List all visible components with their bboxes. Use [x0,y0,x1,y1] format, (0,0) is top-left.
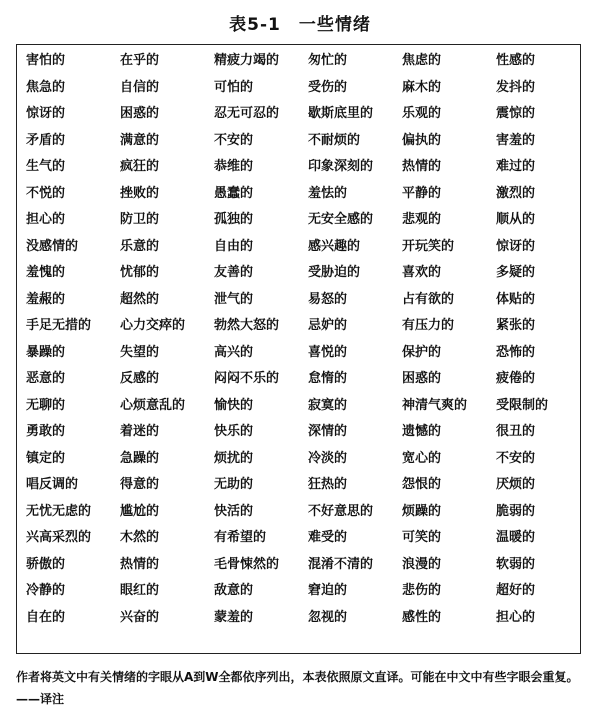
table-cell: 感兴趣的 [308,238,361,254]
table-cell: 有压力的 [402,318,455,333]
table-cell: 自由的 [214,238,254,254]
table-cell: 精疲力竭的 [214,53,280,68]
table-cell: 不安的 [496,450,536,466]
table-cell: 可笑的 [402,530,442,545]
table-cell: 开玩笑的 [402,238,455,254]
table-cell: 烦躁的 [402,503,442,519]
table-cell: 宽心的 [402,450,442,466]
table-cell: 恭维的 [214,159,254,174]
table-title: 表5-1 一些情绪 [229,15,371,35]
table-cell: 自在的 [26,609,66,625]
table-cell: 无聊的 [26,397,66,413]
table-cell: 脆弱的 [496,503,536,519]
table-cell: 不悦的 [26,185,66,201]
table-cell: 寂寞的 [308,397,348,413]
table-cell: 害羞的 [496,132,536,148]
table-cell: 毛骨悚然的 [214,556,280,572]
table-cell: 遗憾的 [402,424,442,439]
table-cell: 悲观的 [402,212,442,227]
table-cell: 得意的 [120,477,160,492]
table-cell: 忧郁的 [120,265,160,280]
table-cell: 乐观的 [402,106,442,121]
table-cell: 自信的 [120,79,160,95]
table-cell: 泄气的 [214,291,254,307]
table-cell: 忍无可忍的 [214,106,280,121]
table-cell: 快活的 [214,503,254,519]
table-cell: 热情的 [402,159,442,174]
table-cell: 羞赧的 [26,291,66,307]
table-cell: 挫败的 [120,185,160,201]
table-cell: 孤独的 [214,212,254,227]
table-cell: 超然的 [120,291,160,307]
table-cell: 闷闷不乐的 [214,371,280,386]
table-cell: 混淆不清的 [308,556,374,572]
table-cell: 顺从的 [496,212,536,227]
table-cell: 怨恨的 [402,477,442,492]
table-cell: 急躁的 [120,450,160,466]
table-cell: 厌烦的 [496,477,536,492]
table-cell: 反感的 [120,371,160,386]
table-cell: 蒙羞的 [214,609,254,625]
table-cell: 感性的 [402,609,442,625]
table-cell: 冷静的 [26,583,66,598]
table-cell: 平静的 [402,185,442,201]
table-cell: 喜悦的 [308,344,348,360]
table-cell: 不耐烦的 [308,132,361,148]
table-cell: 担心的 [496,609,536,625]
table-cell: 发抖的 [496,79,536,95]
table-cell: 生气的 [26,159,66,174]
table-cell: 不好意思的 [308,503,374,519]
table-cell: 心力交瘁的 [120,318,186,333]
table-cell: 喜欢的 [402,265,442,280]
table-cell: 激烈的 [496,185,536,201]
table-cell: 尴尬的 [120,503,160,519]
table-cell: 暴躁的 [26,344,66,360]
table-cell: 高兴的 [214,344,254,360]
table-cell: 惊讶的 [496,238,536,254]
table-cell: 歇斯底里的 [308,106,374,121]
table-cell: 焦急的 [26,79,66,95]
table-cell: 无助的 [214,477,254,492]
table-cell: 体贴的 [496,291,536,307]
table-cell: 兴高采烈的 [26,530,92,545]
table-cell: 友善的 [214,265,254,280]
table-cell: 愚蠢的 [214,185,254,201]
table-cell: 性感的 [496,53,536,68]
table-cell: 眼红的 [120,583,160,598]
table-cell: 兴奋的 [120,609,160,625]
table-cell: 多疑的 [496,265,536,280]
table-cell: 印象深刻的 [308,159,374,174]
table-cell: 烦扰的 [214,450,254,466]
table-cell: 没感情的 [26,238,79,254]
table-cell: 无忧无虑的 [26,503,92,519]
table-cell: 震惊的 [496,106,536,121]
table-cell: 疲倦的 [496,371,536,386]
table-cell: 很丑的 [496,424,536,439]
table-cell: 悲伤的 [402,583,442,598]
table-cell: 在乎的 [120,53,160,68]
table-cell: 害怕的 [26,53,66,68]
table-cell: 难受的 [308,530,348,545]
table-cell: 忌妒的 [308,318,348,333]
table-cell: 冷淡的 [308,450,348,466]
table-cell: 满意的 [120,132,160,148]
table-cell: 不安的 [214,132,254,148]
table-cell: 敌意的 [214,583,254,598]
table-cell: 失望的 [120,344,160,360]
table-cell: 偏执的 [402,132,442,148]
table-cell: 难过的 [496,159,536,174]
table-cell: 木然的 [120,530,160,545]
table-cell: 困惑的 [402,371,442,386]
table-cell: 焦虑的 [402,53,442,68]
table-cell: 热情的 [120,556,160,572]
table-cell: 狂热的 [308,477,348,492]
table-cell: 怠惰的 [308,371,348,386]
table-cell: 易怒的 [308,291,348,307]
table-cell: 勃然大怒的 [214,318,280,333]
table-cell: 可怕的 [214,79,254,95]
table-cell: 心烦意乱的 [120,397,186,413]
table-cell: 超好的 [496,583,536,598]
table-cell: 麻木的 [402,79,442,95]
table-cell: 受伤的 [308,79,348,95]
table-cell: 受胁迫的 [308,265,361,280]
table-cell: 疯狂的 [120,159,160,174]
table-cell: 温暖的 [496,530,536,545]
table-cell: 无安全感的 [308,212,374,227]
table-cell: 手足无措的 [26,318,92,333]
table-cell: 浪漫的 [402,556,442,572]
table-cell: 紧张的 [496,318,536,333]
table-cell: 深情的 [308,424,348,439]
table-cell: 羞怯的 [308,185,348,201]
table-cell: 勇敢的 [26,424,66,439]
table-cell: 愉快的 [214,397,254,413]
table-cell: 神清气爽的 [402,397,468,413]
emotions-table [16,44,581,654]
table-cell: 占有欲的 [402,291,455,307]
table-cell: 乐意的 [120,238,160,254]
table-cell: 恐怖的 [496,344,536,360]
table-cell: 镇定的 [26,450,66,466]
table-cell: 矛盾的 [26,132,66,148]
table-cell: 窘迫的 [308,583,348,598]
table-cell: 唱反调的 [26,477,79,492]
table-cell: 防卫的 [120,212,160,227]
table-cell: 惊讶的 [26,106,66,121]
table-cell: 忽视的 [308,609,348,625]
table-cell: 匆忙的 [308,53,348,68]
table-cell: 有希望的 [214,530,267,545]
table-cell: 担心的 [26,212,66,227]
table-cell: 保护的 [402,344,442,360]
table-cell: 受限制的 [496,397,549,413]
table-cell: 恶意的 [26,371,66,386]
table-cell: 困惑的 [120,106,160,121]
table-cell: 快乐的 [214,424,254,439]
translator-footnote: 作者将英文中有关情绪的字眼从A到W全都依序列出，本表依照原文直译。可能在中文中有些字眼会重复。——译注 [16,670,579,706]
table-cell: 软弱的 [496,556,536,572]
table-cell: 羞愧的 [26,265,66,280]
table-cell: 骄傲的 [26,556,66,572]
table-cell: 着迷的 [120,424,160,439]
